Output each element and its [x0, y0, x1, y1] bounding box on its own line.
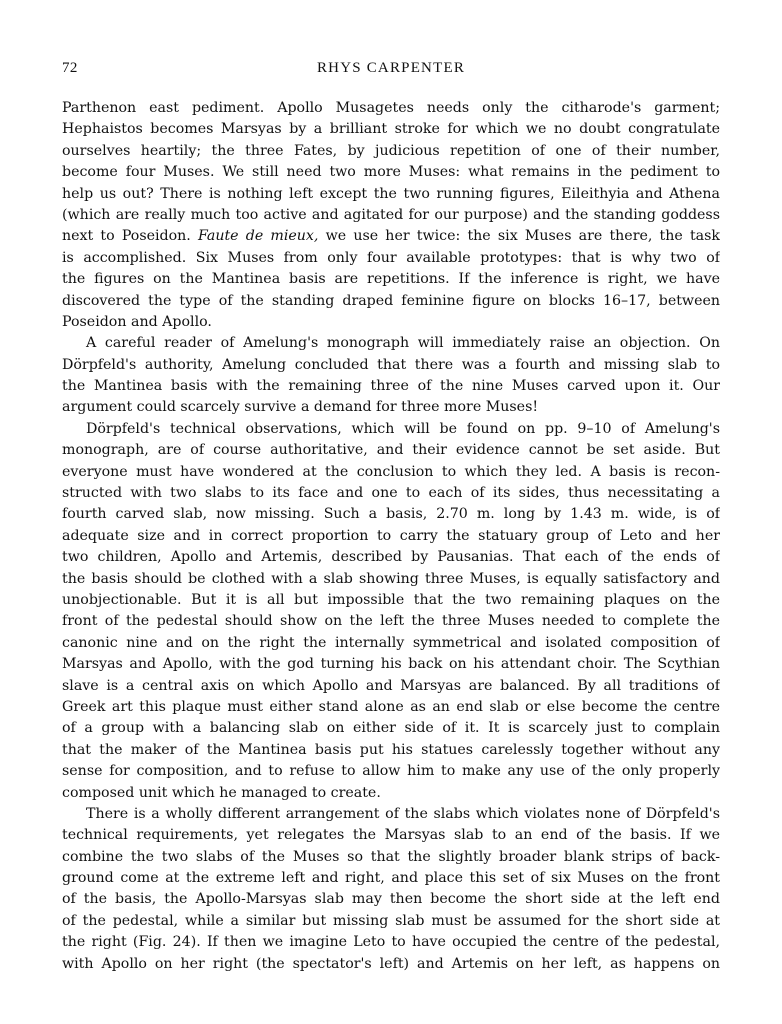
text-line: combine the two slabs of the Muses so that the slightly broader blank strips of back- — [62, 848, 720, 865]
text-line: ourselves heartily; the three Fates, by judicious repetition of one of their number, — [62, 142, 720, 159]
text-line: monograph, are of course authoritative, and their evidence cannot be set aside. But — [62, 442, 720, 459]
running-header — [62, 60, 720, 84]
text-line: canonic nine and on the right the internally symmetrical and isolated composition of — [62, 634, 720, 651]
text-line: ground come at the extreme left and right, and place this set of six Muses on the front — [62, 870, 720, 887]
text-line: of the pedestal, while a similar but missing slab must be assumed for the short side at — [62, 912, 720, 929]
text-line: the right (Fig. 24). If then we imagine Leto to have occupied the centre of the pedestal, — [62, 934, 720, 951]
text-line: Greek art this plaque must either stand alone as an end slab or else become the centre — [62, 698, 720, 715]
text-line: Poseidon and Apollo. — [62, 313, 212, 330]
text-line: fourth carved slab, now missing. Such a basis, 2.70 m. long by 1.43 m. wide, is of — [62, 506, 720, 523]
paragraph — [62, 98, 720, 333]
text-segment: next to Poseidon. — [62, 228, 198, 245]
text-line: Parthenon east pediment. Apollo Musagetes needs only the citharode's garment; — [62, 100, 720, 116]
running-title: RHYS CARPENTER — [316, 60, 466, 76]
text-line: sense for composition, and to refuse to allow him to make any use of the only properly — [62, 763, 720, 780]
text-line: the Mantinea basis with the remaining three of the nine Muses carved upon it. Our — [62, 378, 720, 395]
text-segment: we use her twice: the six Muses are there, the task — [318, 228, 720, 245]
text-line: front of the pedestal should show on the left the three Muses needed to complete the — [62, 613, 720, 630]
text-line: the figures on the Mantinea basis are repetitions. If the inference is right, we have — [62, 271, 720, 288]
paragraph — [62, 804, 720, 975]
text-line: adequate size and in correct proportion to carry the statuary group of Leto and her — [62, 527, 720, 544]
paragraph — [62, 419, 720, 804]
text-line: argument could scarcely survive a demand for three more Muses! — [62, 399, 539, 416]
text-line: two children, Apollo and Artemis, described by Pausanias. That each of the ends of — [62, 549, 720, 566]
body-text — [62, 98, 720, 975]
text-line: discovered the type of the standing draped feminine figure on blocks 16–17, between — [62, 292, 720, 309]
text-line: Hephaistos becomes Marsyas by a brilliant stroke for which we no doubt congratulate — [62, 121, 720, 138]
text-line: structed with two slabs to its face and one to each of its sides, thus necessitating a — [62, 485, 720, 502]
text-line: A careful reader of Amelung's monograph will immediately raise an objection. On — [86, 335, 720, 352]
text-line: of the basis, the Apollo-Marsyas slab may then become the short side at the left end — [62, 891, 720, 908]
text-line: with Apollo on her right (the spectator's left) and Artemis on her left, as happens on — [62, 955, 720, 972]
text-line: become four Muses. We still need two more Muses: what remains in the pediment to — [62, 164, 720, 181]
text-line: everyone must have wondered at the conclusion to which they led. A basis is recon- — [62, 463, 720, 480]
text-line: composed unit which he managed to create. — [62, 784, 381, 801]
text-line: help us out? There is nothing left except the two running figures, Eileithyia and Athena — [62, 185, 720, 202]
text-line: (which are really much too active and agitated for our purpose) and the standing goddess — [62, 206, 720, 223]
text-line — [62, 226, 720, 247]
text-line: Marsyas and Apollo, with the god turning his back on his attendant choir. The Scythian — [62, 656, 720, 673]
text-line: that the maker of the Mantinea basis put his statues carelessly together without any — [62, 741, 720, 758]
text-line: technical requirements, yet relegates the Marsyas slab to an end of the basis. If we — [62, 827, 720, 844]
text-line: Dörpfeld's technical observations, which will be found on pp. 9–10 of Amelung's — [86, 420, 720, 437]
text-line: the basis should be clothed with a slab showing three Muses, is equally satisfactory and — [62, 570, 720, 587]
text-line: unobjectionable. But it is all but impossible that the two remaining plaques on the — [62, 591, 720, 608]
paragraph — [62, 333, 720, 419]
italic-phrase: Faute de mieux, — [198, 228, 319, 245]
text-line: slave is a central axis on which Apollo and Marsyas are balanced. By all traditions of — [62, 677, 720, 694]
text-line: There is a wholly different arrangement of the slabs which violates none of Dörpfeld's — [86, 805, 720, 822]
text-line: is accomplished. Six Muses from only four available prototypes: that is why two of — [62, 249, 720, 266]
text-line: of a group with a balancing slab on either side of it. It is scarcely just to complain — [62, 720, 720, 737]
text-line: Dörpfeld's authority, Amelung concluded that there was a fourth and missing slab to — [62, 356, 720, 373]
page-number: 72 — [62, 60, 78, 76]
